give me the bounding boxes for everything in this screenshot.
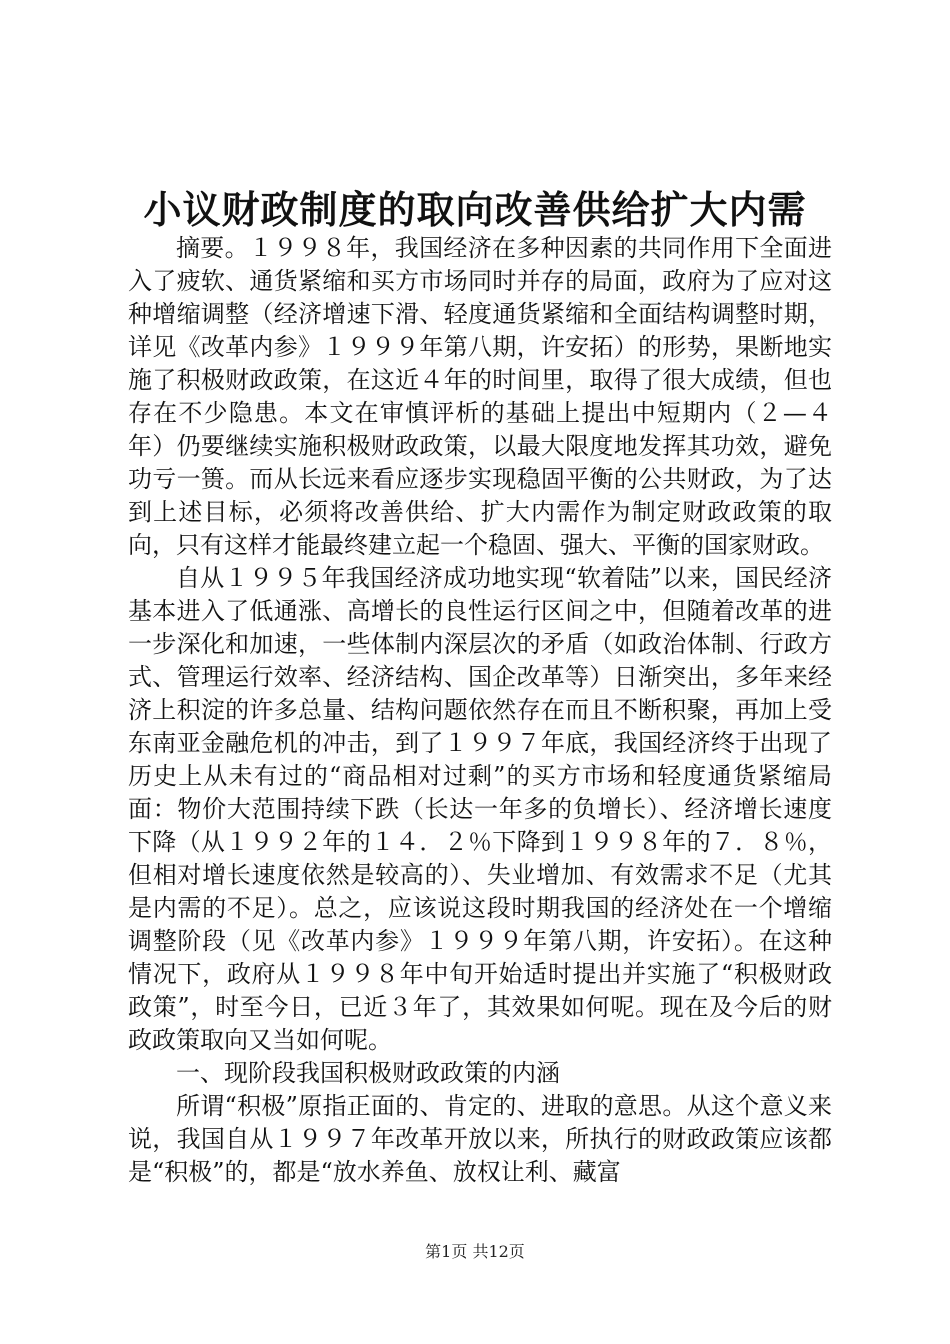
section-heading: 一、现阶段我国积极财政政策的内涵 — [176, 1059, 560, 1087]
abstract-paragraph: 摘要。１９９８年，我国经济在多种因素的共同作用下全面进入了疲软、通货紧缩和买方市场同时并存的局面，政府为了应对这种增缩调整（经济增速下滑、轻度通货紧缩和全面结构调整时期，详见《改革内参》１９９９年第八期，许安拓）的形势，果断地实施了积极财政政策，在这近４年的时间里，取得了很大成绩，但也存在不少隐患。本文在审慎评析的基础上提出中短期内（２—４年）仍要继续实施积极财政政策，以最大限度地发挥其功效，避免功亏一篑。而从长远来看应逐步实现稳固平衡的公共财政，为了达到上述目标，必须将改善供给、扩大内需作为制定财政政策的取向，只有这样才能最终建立起一个稳固、强大、平衡的国家财政。 — [128, 234, 832, 559]
document-title: 小议财政制度的取向改善供给扩大内需 — [143, 187, 807, 232]
body-paragraph: 所谓“积极”原指正面的、肯定的、进取的意思。从这个意义来说，我国自从１９９７年改革开放以来，所执行的财政政策应该都是“积极”的，都是“放水养鱼、放权让利、藏富 — [128, 1092, 832, 1186]
page-number-footer: 第1页 共12页 — [425, 1242, 525, 1261]
document-body — [128, 232, 832, 1189]
body-paragraph: 自从１９９５年我国经济成功地实现“软着陆”以来，国民经济基本进入了低通涨、高增长的良性运行区间之中，但随着改革的进一步深化和加速，一些体制内深层次的矛盾（如政治体制、行政方式、管理运行效率、经济结构、国企改革等）日渐突出，多年来经济上积淀的许多总量、结构问题依然存在而且不断积聚，再加上受东南亚金融危机的冲击，到了１９９７年底，我国经济终于出现了历史上从未有过的“商品相对过剩”的买方市场和轻度通货紧缩局面：物价大范围持续下跌（长达一年多的负增长）、经济增长速度下降（从１９９２年的１４．２％下降到１９９８年的７．８％，但相对增长速度依然是较高的）、失业增加、有效需求不足（尤其是内需的不足）。总之，应该说这段时期我国的经济处在一个增缩调整阶段（见《改革内参》１９９９年第八期，许安拓）。在这种情况下，政府从１９９８年中旬开始适时提出并实施了“积极财政政策”，时至今日，已近３年了，其效果如何呢。现在及今后的财政政策取向又当如何呢。 — [128, 564, 832, 1054]
